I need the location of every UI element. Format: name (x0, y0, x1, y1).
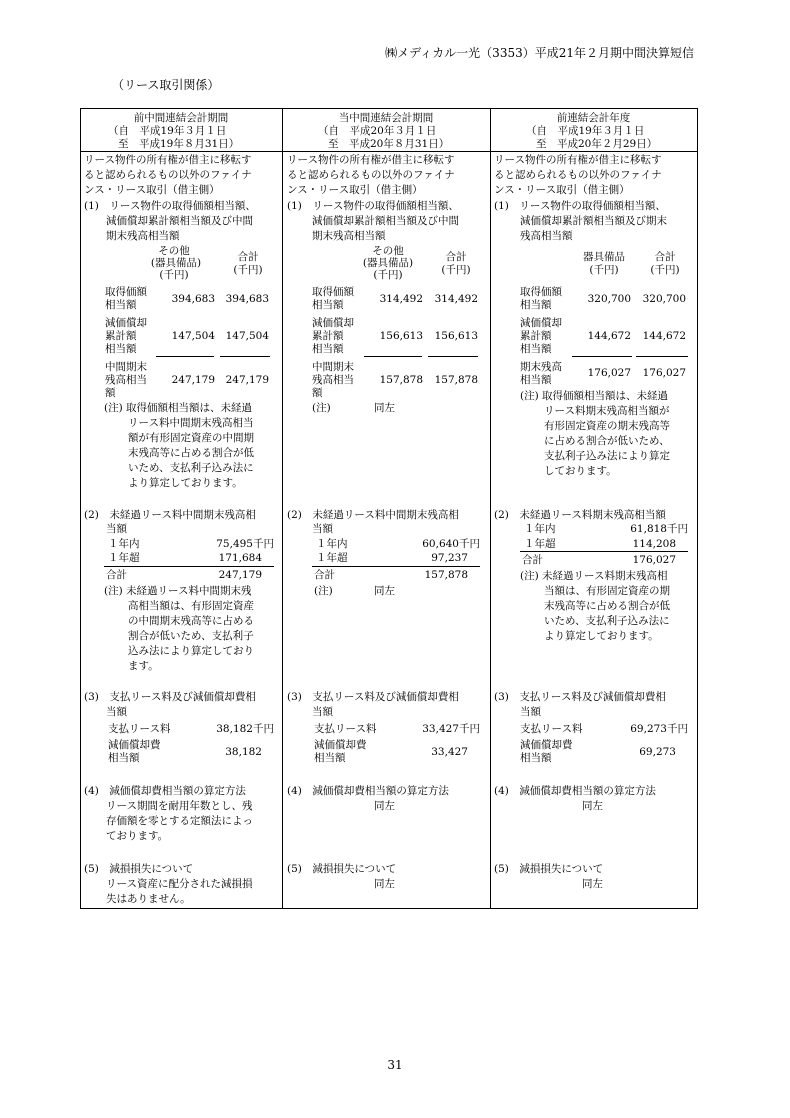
row-value: 247,179 (225, 374, 269, 386)
note-line: より算定しております。 (128, 477, 243, 489)
note-line: リース料中間期末残高相当 (128, 417, 254, 429)
intro-line: リース物件の所有権が借主に移転す (287, 154, 455, 166)
col-head: (千円) (159, 269, 189, 281)
row-label: 相当額 (312, 299, 344, 311)
section-5-title: (5) 減損損失について (84, 863, 194, 875)
rule (156, 356, 214, 357)
intro-line: リース物件の所有権が借主に移転す (84, 154, 252, 166)
section-3-title: 当額 (520, 706, 541, 718)
row-value: 320,700 (587, 293, 631, 305)
note-line: いため、支払利子込み法に (128, 462, 254, 474)
note-line: 込み法により算定しており (128, 645, 254, 657)
col-head: (千円) (441, 264, 471, 276)
over-label: １年超 (524, 538, 556, 550)
period-title: 前中間連結会計期間 (133, 112, 229, 124)
total-value: 176,027 (632, 554, 676, 566)
section-2-title: (2) 未経過リース料中間期末残高相 (84, 509, 256, 521)
row-label: 減価償却 (520, 317, 562, 329)
note-line: 割合が低いため、支払利子 (128, 630, 254, 642)
row-value: 157,878 (434, 374, 478, 386)
total-label: 合計 (106, 569, 127, 581)
section-4-body: リース期間を耐用年数とし、残 (106, 800, 253, 812)
note-line: (注) 未経過リース料中間期末残 (104, 585, 252, 597)
pay-value: 33,427千円 (422, 723, 480, 735)
row-value: 247,179 (171, 374, 215, 386)
section-4-body: ております。 (106, 830, 169, 842)
section-3-title: (3) 支払リース料及び減価償却費相 (287, 691, 459, 703)
section-5-body: 失はありません。 (106, 893, 191, 905)
within-value: 75,495千円 (216, 538, 274, 550)
col-head: (千円) (589, 264, 619, 276)
col-head: (千円) (373, 269, 403, 281)
rule (104, 566, 274, 567)
dep-label: 相当額 (520, 752, 552, 764)
section-4-title: (4) 減価償却費相当額の算定方法 (494, 785, 656, 797)
note-line: の中間期末残高等に占める (128, 615, 254, 627)
section-1-title: 減価償却累計額相当額及び中間 (312, 215, 459, 227)
row-label: 残高相当 (312, 374, 354, 386)
note-line: 当額は、有形固定資産の期 (544, 585, 670, 597)
rule (572, 356, 632, 357)
note-line: より算定しております。 (544, 630, 659, 642)
row-label: 相当額 (520, 343, 552, 355)
row-label: 取得価額 (520, 286, 562, 298)
intro-line: ると認められるもの以外のファイナ (494, 169, 662, 181)
within-value: 60,640千円 (422, 538, 480, 550)
dep-label: 相当額 (314, 752, 346, 764)
note-line: いため、支払利子込み法に (544, 615, 670, 627)
section-4-title: (4) 減価償却費相当額の算定方法 (287, 785, 449, 797)
section-4-title: (4) 減価償却費相当額の算定方法 (84, 785, 246, 797)
over-value: 171,684 (218, 552, 262, 564)
dep-value: 69,273 (639, 746, 676, 758)
period-title: 当中間連結会計期間 (338, 112, 434, 124)
section-5-title: (5) 減損損失について (287, 863, 397, 875)
pay-value: 38,182千円 (216, 723, 274, 735)
dep-label: 減価償却費 (108, 739, 161, 751)
row-label: 相当額 (520, 299, 552, 311)
period-from: （自 平成19年３月１日 (526, 125, 645, 137)
section-3-title: (3) 支払リース料及び減価償却費相 (84, 691, 256, 703)
note-line: (注) 取得価額相当額は、未経過 (104, 402, 253, 414)
pay-value: 69,273千円 (630, 723, 688, 735)
note-line: ます。 (128, 660, 159, 672)
rule (220, 356, 270, 357)
row-label: 取得価額 (312, 286, 354, 298)
total-value: 247,179 (218, 569, 262, 581)
over-label: １年超 (108, 552, 140, 564)
note-label: (注) (312, 402, 331, 414)
pay-label: 支払リース料 (108, 723, 171, 735)
col-head: (千円) (233, 264, 263, 276)
note-same: 同左 (374, 402, 395, 414)
row-label: 取得価額 (105, 286, 147, 298)
section-1-title: (1) リース物件の取得価額相当額、 (287, 200, 459, 212)
row-label: 期末残高 (520, 361, 562, 373)
row-label: 相当額 (520, 374, 552, 386)
row-value: 394,683 (171, 293, 215, 305)
section-1-title: 減価償却累計額相当額及び期末 (520, 215, 667, 227)
pay-label: 支払リース料 (314, 723, 377, 735)
rule (428, 356, 478, 357)
section-1-title: (1) リース物件の取得価額相当額、 (84, 200, 256, 212)
page-number: 31 (387, 1058, 403, 1072)
row-value: 144,672 (587, 330, 631, 342)
section-1-title: 減価償却累計額相当額及び中間 (106, 215, 253, 227)
period-from: （自 平成20年３月１日 (318, 125, 437, 137)
note-line: (注) 未経過リース料期末残高相 (520, 570, 668, 582)
row-label: 中間期末 (105, 361, 147, 373)
section-5-same: 同左 (374, 878, 395, 890)
note-same: 同左 (374, 585, 395, 597)
over-label: １年超 (316, 552, 348, 564)
intro-line: リース物件の所有権が借主に移転す (494, 154, 662, 166)
within-value: 61,818千円 (630, 523, 688, 535)
rule (636, 356, 688, 357)
section-4-same: 同左 (582, 800, 603, 812)
dep-label: 相当額 (108, 752, 140, 764)
col-head: (器具備品) (150, 257, 202, 269)
row-label: 相当額 (312, 343, 344, 355)
row-value: 156,613 (379, 330, 423, 342)
note-line: しております。 (544, 465, 617, 477)
section-1-title: 期末残高相当額 (106, 230, 180, 242)
row-value: 394,683 (225, 293, 269, 305)
pay-label: 支払リース料 (520, 723, 583, 735)
section-4-body: 存価額を零とする定額法によっ (106, 815, 253, 827)
section-5-body: リース資産に配分された減損損 (106, 878, 253, 890)
row-value: 144,672 (642, 330, 686, 342)
note-line: 支払利子込み法により算定 (544, 450, 670, 462)
row-value: 147,504 (171, 330, 215, 342)
total-label: 合計 (522, 554, 543, 566)
total-label: 合計 (314, 569, 335, 581)
section-3-title: (3) 支払リース料及び減価償却費相 (494, 691, 666, 703)
row-label: 相当額 (105, 343, 137, 355)
col-head: (千円) (650, 264, 680, 276)
intro-line: ると認められるもの以外のファイナ (84, 169, 252, 181)
within-label: １年内 (316, 538, 348, 550)
intro-line: ンス・リース取引（借主側） (494, 184, 630, 196)
period-to: 至 平成20年２月29日） (536, 138, 658, 150)
row-value: 156,613 (434, 330, 478, 342)
row-value: 176,027 (587, 367, 631, 379)
col-head: 合計 (237, 251, 259, 263)
report-header: ㈱メディカル一光（3353）平成21年２月期中間決算短信 (385, 46, 694, 60)
rule (520, 551, 688, 552)
section-3-title: 当額 (312, 706, 333, 718)
section-1-title: (1) リース物件の取得価額相当額、 (494, 200, 666, 212)
row-value: 320,700 (642, 293, 686, 305)
row-label: 額 (105, 387, 116, 399)
period-to: 至 平成19年８月31日） (118, 138, 240, 150)
row-label: 累計額 (312, 330, 344, 342)
row-value: 314,492 (379, 293, 423, 305)
total-value: 157,878 (424, 569, 468, 581)
within-label: １年内 (108, 538, 140, 550)
col-head: 合計 (445, 251, 467, 263)
row-label: 減価償却 (312, 317, 354, 329)
note-line: 高相当額は、有形固定資産 (128, 600, 254, 612)
section-1-title: 残高相当額 (520, 230, 573, 242)
row-label: 残高相当 (105, 374, 147, 386)
section-3-title: 当額 (106, 706, 127, 718)
section-5-same: 同左 (582, 878, 603, 890)
col-head: 合計 (654, 251, 676, 263)
dep-label: 減価償却費 (314, 739, 367, 751)
row-label: 相当額 (105, 299, 137, 311)
note-line: リース料期末残高相当額が (544, 405, 670, 417)
rule (364, 356, 422, 357)
period-title: 前連結会計年度 (556, 112, 631, 124)
row-label: 累計額 (105, 330, 137, 342)
col-head: その他 (158, 245, 190, 257)
row-value: 314,492 (434, 293, 478, 305)
within-label: １年内 (524, 523, 556, 535)
dep-value: 38,182 (225, 746, 262, 758)
row-label: 中間期末 (312, 361, 354, 373)
row-value: 147,504 (225, 330, 269, 342)
section-title: （リース取引関係） (112, 78, 220, 92)
section-2-title: (2) 未経過リース料中間期末残高相 (287, 509, 459, 521)
dep-value: 33,427 (431, 746, 468, 758)
dep-label: 減価償却費 (520, 739, 573, 751)
over-value: 97,237 (431, 552, 468, 564)
note-line: 末残高等に占める割合が低 (544, 600, 670, 612)
col-head: 器具備品 (583, 251, 625, 263)
row-label: 減価償却 (105, 317, 147, 329)
section-2-title: (2) 未経過リース料期末残高相当額 (494, 509, 666, 521)
col-head: (器具備品) (362, 257, 414, 269)
section-2-title: 当額 (106, 523, 127, 535)
intro-line: ると認められるもの以外のファイナ (287, 169, 455, 181)
note-line: に占める割合が低いため、 (544, 435, 670, 447)
section-1-title: 期末残高相当額 (312, 230, 386, 242)
over-value: 114,208 (632, 538, 676, 550)
period-from: （自 平成19年３月１日 (108, 125, 227, 137)
row-label: 額 (312, 387, 323, 399)
row-value: 157,878 (379, 374, 423, 386)
note-label: (注) (314, 585, 333, 597)
note-line: 額が有形固定資産の中間期 (128, 432, 254, 444)
row-label: 累計額 (520, 330, 552, 342)
col-head: その他 (372, 245, 404, 257)
section-5-title: (5) 減損損失について (494, 863, 604, 875)
period-to: 至 平成20年８月31日） (328, 138, 450, 150)
section-4-same: 同左 (374, 800, 395, 812)
note-line: 末残高等に占める割合が低 (128, 447, 254, 459)
rule (312, 566, 480, 567)
section-2-title: 当額 (312, 523, 333, 535)
intro-line: ンス・リース取引（借主側） (84, 184, 220, 196)
row-value: 176,027 (642, 367, 686, 379)
intro-line: ンス・リース取引（借主側） (287, 184, 423, 196)
note-line: 有形固定資産の期末残高等 (544, 420, 670, 432)
note-line: (注) 取得価額相当額は、未経過 (520, 390, 669, 402)
